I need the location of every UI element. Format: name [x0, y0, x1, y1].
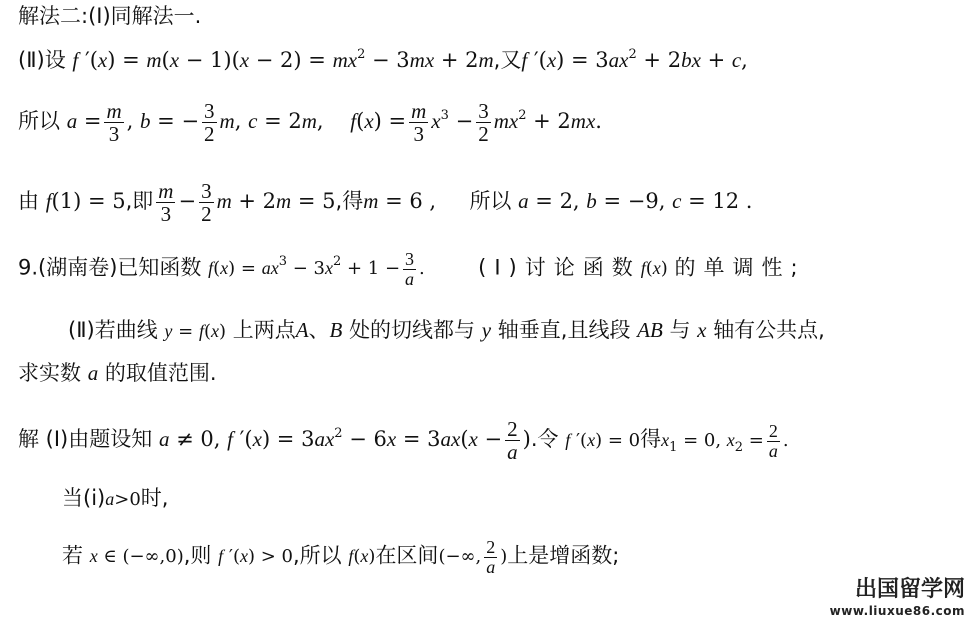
text-suoyi-3: ,所以 — [292, 543, 342, 568]
q2-segment: 轴垂直,且线段 — [497, 318, 631, 342]
text-you: ,又 — [493, 48, 522, 72]
text-increasing: 上是增函数; — [507, 543, 620, 568]
formula-given-function: $f(x) = ax^3 - 3x^2 + 1$ − $\frac{3}{a}$ . — [208, 249, 425, 289]
problem-9: 9.(湖南卷)已知函数 $f(x) = ax^3 - 3x^2 + 1$ − $\frac{3}{a}$ . (Ⅰ)讨论函数f(x) 的单调性; — [18, 249, 806, 289]
text-suoyi-2: 所以 — [469, 189, 512, 214]
formula-derivative: a ≠ 0, f $'(x) = 3ax^2 - 6x = 3ax(x$ − $\frac{2}{a}$ ) — [158, 417, 531, 465]
text-ze: ,则 — [183, 543, 212, 568]
watermark-name: 出国留学网 — [854, 577, 965, 602]
q2-find: 求实数 — [18, 361, 81, 385]
case-i-label: 当(i) — [62, 486, 106, 510]
line-solve-m: 由 f(1) = 5,即 $\frac{m}{3}$ − $\frac{3}{2}$ m + 2m = 5,得m = 6 , 所以 a = 2, b = −9, c = 12 . — [18, 179, 753, 227]
sol-de: 得 — [640, 427, 662, 452]
text-suoyi: 所以 — [18, 109, 60, 134]
question-part-2: (Ⅱ)若曲线 y = f(x) 上两点A、B 处的切线都与 y 轴垂直,且线段 AB 与 x 轴有公共点, — [68, 318, 825, 342]
sol-prefix: 解 (Ⅰ)由题设知 — [18, 427, 153, 452]
case-i: 当(i)a>0时, — [62, 486, 169, 510]
case-i-increasing: 若 x ∈ (−∞,0),则 f ′(x) > 0,所以 f(x)在区间(−∞, $\frac{2}{a}$ )上是增函数; — [62, 537, 620, 577]
problem-9-intro: 9.(湖南卷)已知函数 — [18, 255, 202, 280]
watermark-url: www.liuxue86.com — [829, 604, 965, 618]
text-de: ,得 — [335, 189, 364, 214]
text-ji: ,即 — [125, 189, 154, 214]
text-part-2-label: (Ⅱ)设 — [18, 48, 66, 72]
line-derivative-setup — [18, 47, 748, 72]
text-interval: 在区间 — [375, 543, 439, 568]
question-part-1: (Ⅰ)讨论函数 — [478, 255, 641, 280]
solution-heading-text: 解法二:(Ⅰ)同解法一. — [18, 4, 202, 28]
text-you-from: 由 — [18, 189, 39, 214]
text-ruo: 若 — [62, 543, 83, 568]
fraction-3-over-2: $\frac{3}{2}$ — [204, 99, 215, 147]
case-i-shi: 时, — [140, 486, 169, 510]
fraction-m-over-3: $\frac{m}{3}$ — [106, 99, 122, 147]
q2-range: 的取值范围. — [104, 361, 217, 385]
q2-two-points: 上两点 — [232, 318, 296, 342]
formula-fprime-abc: f $'(x) = 3ax^2 + 2bx + c$, — [521, 47, 748, 72]
question-part-2-end: 求实数 a 的取值范围. — [18, 361, 217, 385]
q2-prefix: (Ⅱ)若曲线 — [68, 318, 158, 342]
line-coefficients: 所以 a = $\frac{m}{3}$ , b = − $\frac{3}{2}$ m, c = 2m, f(x) = $\frac{m}{3}$ $x^3$ − $\frac{3}{2}$ $mx^2 + 2mx$. — [18, 99, 602, 147]
formula-f-of-x: f(x) = $\frac{m}{3}$ $x^3$ − $\frac{3}{2}$ $mx^2 + 2mx$. — [350, 99, 602, 147]
q2-tangent: 处的切线都与 — [349, 318, 476, 342]
formula-fprime-m: f $'(x) = m(x - 1)(x - 2) = mx^2 - 3mx + 2m$ — [72, 47, 494, 72]
q2-yu: 与 — [669, 318, 691, 342]
sol-ling: .令 — [530, 427, 559, 452]
site-watermark — [830, 572, 965, 618]
solution-part-1: 解 (Ⅰ)由题设知 a ≠ 0, f $'(x) = 3ax^2 - 6x = 3ax(x$ − $\frac{2}{a}$ ).令 f ′(x) = 0得$x_1 = 0$, $x_2$ = $\frac{2}{a}$ . — [18, 417, 789, 465]
formula-result-abc: a = 2, b = −9, c = 12 . — [518, 189, 753, 214]
q2-intersect: 轴有公共点, — [713, 318, 825, 342]
question-part-1-end: 的单调性; — [674, 255, 806, 280]
solution-heading — [18, 6, 201, 27]
